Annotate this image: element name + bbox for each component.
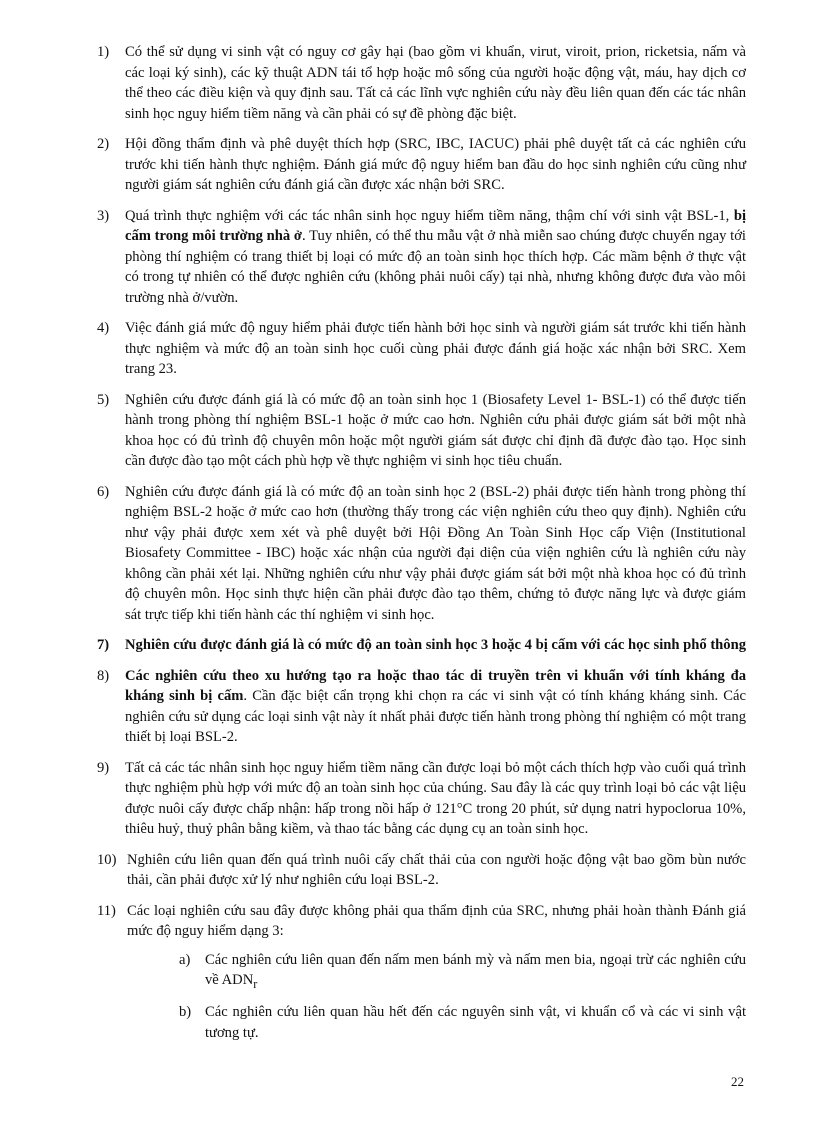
item-text: Nghiên cứu được đánh giá là có mức độ an toàn sinh học 2 (BSL-2) phải được tiến hành trong phòng thí nghiệm BSL-2 hoặc ở mức cao hơn (thường thấy trong các viện nghiên cứu theo quy định). Nghiên cứu như vậy phải được xem xét và phê duyệt bởi Hội Đồng An Toàn Sinh Học cấp Viện (Institutional Biosafety Committee - IBC) hoặc xác nhận của người đại diện của viện nghiên cứu là nghiên cứu này không cần phải xét lại. Những nghiên cứu như vậy phải được giám sát bởi một nhà khoa học có đủ trình độ chuyên môn. Học sinh thực hiện cần phải được đào tạo thêm, chứng tỏ được năng lực và được giám sát trực tiếp khi tiến hành các thí nghiệm vi sinh học. (125, 483, 746, 623)
page-number: 22 (731, 1074, 744, 1089)
item-text-continued: . Tuy nhiên, có thể thu mẫu vật ở nhà miễn sao chúng được chuyển ngay tới phòng thí nghiệm có trang thiết bị loại có mức độ an toàn sinh học thích hợp. Các mầm bệnh ở thực vật có trong tự nhiên có thể được nghiên cứu (không phải nuôi cấy) tại nhà, nhưng không được đưa vào môi trường nhà ở/vườn. (125, 228, 746, 306)
item-number: 4) (97, 320, 110, 336)
sub-item-a (157, 950, 746, 995)
item-number: 3) (97, 207, 110, 224)
item-text: Quá trình thực nghiệm với các tác nhân sinh học nguy hiểm tiềm năng, thậm chí với sinh vật BSL-1, (125, 207, 734, 224)
list-item-6 (97, 482, 746, 626)
item-text: Nghiên cứu được đánh giá là có mức độ an toàn sinh học 1 (Biosafety Level 1- BSL-1) có thể được tiến hành trong phòng thí nghiệm BSL-1 hoặc ở mức cao hơn. Nghiên cứu phải được giám sát bởi một nhà khoa học có đủ trình độ chuyên môn hoặc một người giám sát được chỉ định đã được đào tạo. Học sinh cần được đào tạo một cách phù hợp về thực nghiệm vi sinh học tiêu chuẩn. (125, 391, 746, 469)
item-text: Tất cả các tác nhân sinh học nguy hiểm tiềm năng cần được loại bỏ một cách thích hợp vào cuối quá trình thực nghiệm phù hợp với mức độ an toàn sinh học của chúng. Sau đây là các quy trình loại bỏ các vật liệu được nuôi cấy được chấp nhận: hấp trong nồi hấp ở 121°C trong 20 phút, sử dụng natri hypoclorua 10%, thiêu huỷ, thuỷ phân bằng kiềm, và thao tác bằng các dụng cụ an toàn sinh học. (125, 759, 746, 837)
item-number: 9) (97, 759, 110, 776)
list-item-11 (97, 901, 746, 1044)
list-item-2 (97, 134, 746, 196)
item-number: 6) (97, 483, 110, 500)
item-text: Việc đánh giá mức độ nguy hiểm phải được tiến hành bởi học sinh và người giám sát trước khi tiến hành thực nghiệm và mức độ an toàn sinh học cuối cùng phải được đánh giá hoặc xác nhận bởi SRC. Xem trang 23. (125, 320, 746, 377)
item-number: 7) (97, 637, 110, 653)
list-item-5 (97, 390, 746, 472)
sub-item-b (157, 1002, 746, 1043)
item-number: 1) (97, 44, 110, 60)
item-number: 2) (97, 136, 110, 152)
item-number: 10) (97, 851, 117, 868)
sub-item-text: Các nghiên cứu liên quan hầu hết đến các nguyên sinh vật, vi khuẩn cổ và các vi sinh vật tương tự. (205, 1004, 746, 1041)
list-item-1 (97, 42, 746, 124)
item-text-continued: . Cần đặc biệt cẩn trọng khi chọn ra các vi sinh vật có tính kháng kháng sinh. Các nghiên cứu sử dụng các loại sinh vật này ít nhất phải được tiến hành trong phòng thí nghiệm có một trang thiết bị loại BSL-2. (125, 688, 746, 745)
item-text-bold: Các nghiên cứu theo xu hướng tạo ra hoặc thao tác di truyền trên vi khuẩn với tính kháng đa kháng sinh bị cấm (125, 667, 746, 704)
sub-item-subscript: r (253, 976, 258, 991)
list-item-4 (97, 318, 746, 380)
list-item-8 (97, 666, 746, 748)
item-text: Nghiên cứu liên quan đến quá trình nuôi cấy chất thải của con người hoặc động vật bao gồm bùn nước thải, cần phải được xử lý như nghiên cứu loại BSL-2. (127, 851, 746, 888)
item-text-bold: Nghiên cứu được đánh giá là có mức độ an toàn sinh học 3 hoặc 4 bị cấm với các học sinh phổ thông (125, 637, 747, 653)
item-text-bold: bị cấm trong môi trường nhà ở (125, 207, 746, 244)
list-item-7 (97, 635, 746, 656)
sub-item-letter: b) (179, 1004, 192, 1021)
list-item-3 (97, 206, 746, 309)
item-number: 11) (97, 902, 116, 919)
sub-item-letter: a) (179, 951, 191, 968)
list-item-10 (97, 850, 746, 891)
list-item-9 (97, 758, 746, 840)
item-text: Hội đồng thẩm định và phê duyệt thích hợp (SRC, IBC, IACUC) phải phê duyệt tất cả các nghiên cứu trước khi tiến hành thực nghiệm. Đánh giá mức độ nguy hiểm ban đầu do học sinh nghiên cứu cũng như người giám sát nghiên cứu đánh giá cần được xác nhận bởi SRC. (125, 136, 746, 193)
item-text: Các loại nghiên cứu sau đây được không phải qua thẩm định của SRC, nhưng phải hoàn thành Đánh giá mức độ nguy hiểm dạng 3: (127, 902, 746, 939)
item-number: 8) (97, 667, 110, 684)
sub-item-text: Các nghiên cứu liên quan đến nấm men bánh mỳ và nấm men bia, ngoại trừ các nghiên cứu về ADN (205, 951, 746, 988)
item-number: 5) (97, 391, 110, 408)
item-text: Có thể sử dụng vi sinh vật có nguy cơ gây hại (bao gồm vi khuẩn, virut, viroit, prion, ricketsia, nấm và các loại ký sinh), các kỹ thuật ADN tái tổ hợp hoặc mô sống của người hoặc động vật, máu, hay dịch cơ thể theo các điều kiện và quy định sau. Tất cả các lĩnh vực nghiên cứu này đều liên quan đến các tác nhân sinh học nguy hiểm tiềm năng và cần phải có sự đề phòng đặc biệt. (125, 44, 746, 122)
